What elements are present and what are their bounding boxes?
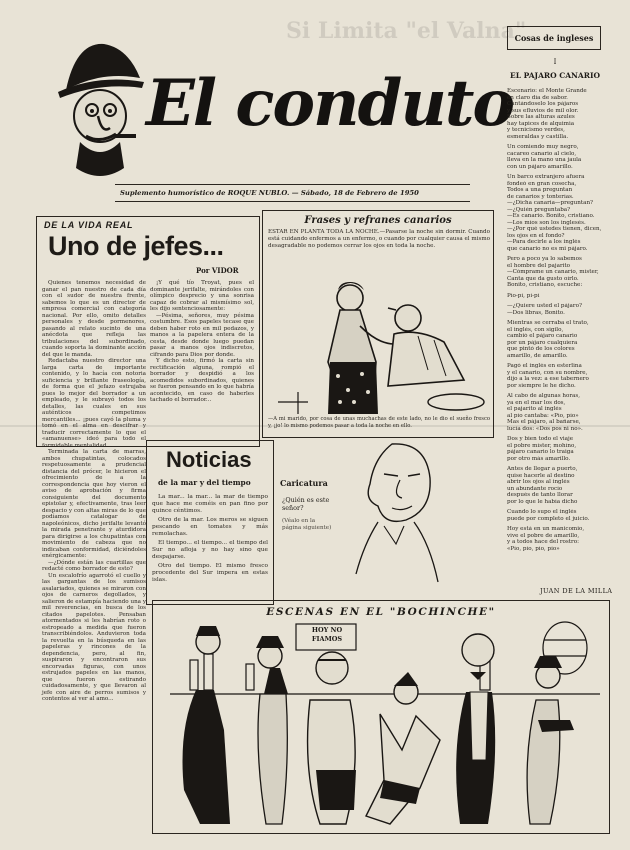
poem-line: por siempre le he dicho. [507,382,576,389]
poem-line: y el canario, con su nombre, [507,369,588,376]
vida-paragraph: Y dicho esto, firmó la carta sin rectificación alguna, rompió el borrador y despidió a los acomedidos subordinados, quienes se fueron pensando en lo que habría acontecido, en caso de haberles tachado el borrador... [150,358,254,403]
frases-top-caption: ESTAR EN PLANTA TODA LA NOCHE.—Pasarse la noche sin dormir. Cuando está cuidando enfermos a un enfermo, o cuando por cualquier causa el mismo desagradable no podemos cerrar los ojos en toda la noche. [268,229,490,249]
poem-line: de canarios y tonterías. [507,193,574,200]
noticias-paragraph: El tiempo... el tiempo... el tiempo del Sur no afloja y no hay sino que despajarse. [152,540,268,560]
frases-bottom-caption: —A mi marido, por cosa de unas muchachas de este lado, no le dio el sueño fresco y, ¡jo! lo mismo podemos pasar a toda la noche en ello. [268,416,490,429]
poem-line: por otro más amarillo. [507,455,571,462]
poem-line: cacareo canario al cielo, [507,150,577,157]
poem-line: —¿Quiere usted el pájaro? [507,303,582,309]
poem-line: por lo que le había dicho [507,498,578,505]
poem-line: Hoy está en un manicomio, [507,526,585,532]
escenas-illustration [170,620,600,826]
escenas-title: ESCENAS EN EL "BOCHINCHE" [266,606,496,618]
poem-line: Bonito, cristiano, escuche: [507,282,583,288]
vida-paragraph: —¿Dónde están las cuartillas que redacté como borrador de esto? [42,559,146,572]
poem-line: —Los míos son los inglesés. [507,219,586,226]
poem-line: Dos y bien todo el viaje [507,436,574,442]
poem-line: el inglés, con sigilo, [507,326,564,333]
vida-byline: Por VIDOR [196,266,239,275]
poem-line: Mas el pájaro, al bañarse, [507,419,581,425]
poem-line: Mientras se cerraba el trato, [507,320,589,326]
masthead-title: El conduto [146,66,514,141]
noticias-body [152,494,268,586]
poem-line: puede por completo el juicio. [507,515,590,522]
poem-line: y a todos hace del rostro: [507,539,579,545]
noticias-paragraph: La mar... la mar... la mar de tiempo que hace me coméis en pan fino por quince céntimos. [152,494,268,514]
poem-line: —Cómprame un canario, míster, [507,269,599,275]
poem-line: Cuando lo supo el inglés [507,509,577,515]
poem-line: Escenario: el Monte Grande [507,88,587,94]
vida-headline: Uno de jefes... [48,231,224,261]
cosas-section-box [507,26,601,50]
poem-line: Canta que da gusto oírlo. [507,275,579,282]
masthead-subtitle: Suplemento humorístico de ROQUE NUBLO. — Sábado, 18 de Febrero de 1950 [120,189,419,197]
poem-line: Pío-pí, pí-pí [507,292,540,299]
poem-line: dijo a la vez: a ese tabernero [507,376,589,382]
vida-column-right [150,280,254,404]
caricatura-title: Caricatura [280,478,328,488]
caricatura-drawing [334,434,454,594]
poem-line: y sus efluvios de mil olor. [507,107,579,114]
poem-line: pájaro canario lo traiga [507,449,574,455]
poem-line: ya en el mar los dos, [507,399,566,406]
cosas-section-title: Cosas de ingleses [514,33,594,43]
vida-paragraph: Terminada la carta de marras, ambos chupatintas, colocados respetuosamente a prudencial distancia del prócer, le hicieron el ofrecimiento de a la correspondencia que hoy vieron el aviso de aprobación y firma consiguiente del documento epistolar y, efectivamente, tras leer despacio y con altas miras de lo que podíamos catalogar de napoleónicos, dicho jerifalte levantó la mirada penetrante y aturdidora para dirigirse a los chupatintas con movimiento de cabeza que no indicaban conformidad, diciéndoles enérgicamente: [42,449,146,559]
poem-line: lucía dos: «Dos pos ni no». [507,425,583,432]
poem-line: los ojos en el fondo? [507,232,565,239]
poem-line: el pobre míster, mohíno, [507,442,577,449]
bochinche-sign [298,626,356,644]
poem-line: Sobre las alturas azules [507,114,575,120]
vida-paragraph: —Pésima, señores, muy pésima costumbre. Esos papeles tecase que deben haber roto en mil pedazos, y manos a la papelera entera de la cesta, desde donde luego puedan pasar a manos ojos indiscretos, cifrando para Dios por donde. [150,312,254,358]
poem-line: Pero a poco ya lo sabemos [507,256,582,262]
vida-paragraph: Un escalofrío agarrotó el cuello y las gargantas de los sumisos asalariados, quienes se miraron con ojos de carneros degollados, y salieron de estampía haciendo una y mil reverencias, en busca de los citados papelotes. Pensaban atormentados si les habrían roto o estropeado a medida que fueron transcribiéndolos. Anduvieron toda la revuelta en la búsqueda en las papeleras y rincones de la dependencia, pero, al fin, suspiraron y encontraron sus encorvadas figuras, con unos estrujados papeles en las manos, que fueron estirando cuidadosamente, y que llevaron al jefe con aire de perros sumisos y contentos al ver al amo... [42,572,146,702]
poem-line: después de tanto llorar [507,492,573,498]
poem-line: Pagó el inglés en esterlina [507,363,582,369]
vida-paragraph: Quienes tenemos necesidad de ganar el pan nuestro de cada día con el sudor de nuestra frente, sabemos lo que es un director de empresa comercial con categoría nacional. Por ello, omito detalles personales y desde pormenores, pasando al relato sucinto de una anécdota que refleja las tribulaciones del subordinado, cuando soporta la dominante acción del que le manda. [42,280,146,358]
poem-line: —Para decirle a los inglés [507,239,581,245]
poem-line: fondeó en gran cosecha, [507,180,577,187]
noticias-headline: Noticias [166,447,252,472]
noticias-paragraph: Otro del tiempo. El mismo fresco procedente del Sur impera en estas islas. [152,563,268,583]
poem-line: hay tapices de alquimia [507,120,575,127]
poem-line: por un pájaro cualquiera [507,339,578,346]
masthead-character-illustration [58,38,144,186]
poem-line: lleva en la mano una jaula [507,157,582,163]
poem-line: Antes de llegar a puerto, [507,466,578,472]
poem-line: —¿Por qué ustedes tienen, dicen, [507,226,602,232]
frases-title: Frases y refranes canarios [304,215,452,226]
poem-line: Un comiendo muy negro, [507,144,579,150]
poem-line: quise hacerle al destino [507,472,575,479]
vida-column-left [42,280,146,703]
bochinche-sign-line2: FIAMOS [311,635,343,643]
poem-line: en claro día de sabor. [507,94,568,101]
cosas-heading: EL PAJARO CANARIO [510,71,600,80]
frases-illustration [268,252,486,414]
poem-line: Al cabo de algunas horas, [507,393,580,399]
poem-line: vive el pobre de amarillo, [507,532,580,539]
poem-line: que canario no es mi pájaro. [507,245,588,252]
poem-line: Todos a una preguntan [507,187,573,193]
caricatura-note: (Véalo en la página siguiente) [282,518,332,531]
poem-line: —¿Dicha canaria—preguntan? [507,200,594,206]
noticias-subhead: de la mar y del tiempo [158,478,251,487]
masthead-rule [115,184,470,185]
poem-line: un abundante rocío [507,485,563,492]
poem-line: —Es canario. Bonito, cristiano. [507,213,595,219]
poem-line: —Dos libras, Bonito. [507,309,565,316]
faded-bleed-text: Si Limita "el Valna" [286,18,527,44]
poem-line: el hombre del pajarito [507,262,571,269]
bochinche-sign-line1: HOY NO [311,626,343,634]
poem-line: —¿Quién preguntaba? [507,206,571,213]
poem-line: Un barco extranjero afuera [507,174,585,180]
poem-line: amarillo, de amarillo. [507,352,568,359]
vida-paragraph: Redactaba nuestro director una larga carta de importante contenido, y lo hacía con notoria suficiencia y brillante fraseología, de forma que el jefazo estrujaba pues lo mejor del borrador a un empleado, y le subrayó todos los detalles, las cuales en sus auténticos competimos mercantiles... ¡pues cayó la pluma y tomó en el alma en descifrar y traducir correctamente lo que el «amanuense» ideó para todo el formidable mentalidad. [42,358,146,449]
poem-line: cambió el pájaro canario [507,333,578,339]
cosas-poem [507,88,617,552]
caricatura-question: ¿Quién es este señor? [282,496,330,512]
cosas-author: JUAN DE LA MILLA [540,587,613,595]
poem-line: al pío cantaba: «Pío, pío» [507,412,579,419]
poem-line: el pajarito al inglés [507,406,562,412]
poem-line: abrir los ojos al inglés [507,479,570,485]
cosas-numeral: I [553,58,557,66]
poem-line: «Pío, pío, pío, pío» [507,545,560,552]
vida-section-label: DE LA VIDA REAL [44,220,134,230]
masthead-rule-bottom [115,201,470,202]
poem-line: que pintó de los colores [507,346,575,352]
poem-line: y tecnicismo verdes, [507,127,565,133]
noticias-paragraph: Otro de la mar. Los meros se siguen pescando en tomates y más remolachas. [152,517,268,537]
vida-paragraph: ¡Y qué tío Troyat, pues el dominante jerifalte, mirándoles con olímpico desprecio y una sonrisa capaz de cobrar al mismísimo sol, les dijo sentenciosamente: [150,280,254,312]
poem-line: Cantándoselo los pájaros [507,101,579,107]
poem-line: esmeraldas y castilla. [507,133,569,140]
poem-line: con un pájaro amarillo. [507,163,573,170]
